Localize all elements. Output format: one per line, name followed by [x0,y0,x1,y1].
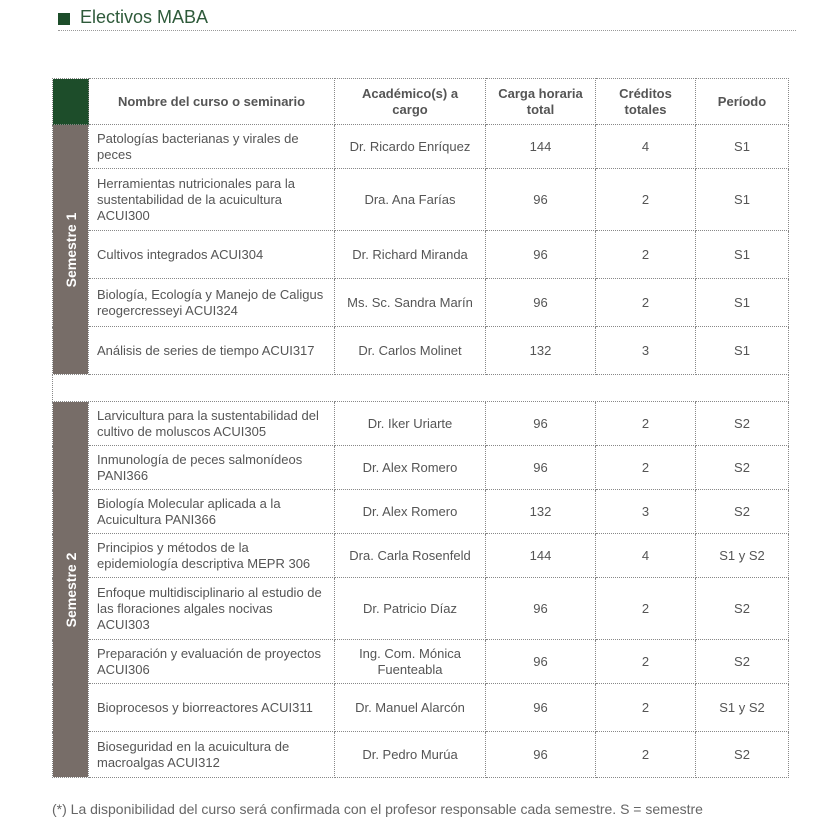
course-credits: 2 [596,578,696,640]
course-teacher: Ing. Com. Mónica Fuenteabla [335,640,486,684]
course-teacher: Dr. Iker Uriarte [335,402,486,446]
table-header-row [53,79,789,125]
table-row [53,125,789,169]
course-period: S1 [696,279,789,327]
course-hours: 96 [486,231,596,279]
separator-cell [53,375,789,402]
course-period: S1 y S2 [696,534,789,578]
course-period: S2 [696,640,789,684]
course-period: S2 [696,446,789,490]
course-hours: 144 [486,125,596,169]
course-period: S1 [696,327,789,375]
course-name: Inmunología de peces salmonídeos PANI366 [89,446,335,490]
course-name: Preparación y evaluación de proyectos ACUI306 [89,640,335,684]
course-period: S1 [696,231,789,279]
table-row [53,732,789,778]
course-hours: 96 [486,169,596,231]
semester-separator [53,375,789,402]
course-teacher: Dr. Richard Miranda [335,231,486,279]
course-credits: 2 [596,279,696,327]
course-hours: 132 [486,327,596,375]
course-credits: 3 [596,490,696,534]
course-teacher: Dra. Ana Farías [335,169,486,231]
table-row [53,279,789,327]
section-title [58,4,796,31]
course-period: S1 [696,125,789,169]
column-header-hours: Carga horaria total [486,79,596,125]
column-header-teacher: Académico(s) a cargo [335,79,486,125]
course-hours: 132 [486,490,596,534]
column-header-course: Nombre del curso o seminario [89,79,335,125]
course-period: S2 [696,732,789,778]
table-row [53,578,789,640]
course-teacher: Dr. Manuel Alarcón [335,684,486,732]
course-teacher: Dr. Pedro Murúa [335,732,486,778]
course-credits: 2 [596,640,696,684]
course-name: Bioprocesos y biorreactores ACUI311 [89,684,335,732]
course-hours: 96 [486,446,596,490]
course-hours: 144 [486,534,596,578]
table-row [53,402,789,446]
table-row [53,169,789,231]
table-row [53,446,789,490]
course-credits: 4 [596,534,696,578]
course-name: Biología Molecular aplicada a la Acuicultura PANI366 [89,490,335,534]
course-period: S1 y S2 [696,684,789,732]
header-corner [53,79,89,125]
course-name: Herramientas nutricionales para la sustentabilidad de la acuicultura ACUI300 [89,169,335,231]
table-row [53,490,789,534]
table-row [53,534,789,578]
course-credits: 4 [596,125,696,169]
course-teacher: Dr. Ricardo Enríquez [335,125,486,169]
course-name: Patologías bacterianas y virales de peces [89,125,335,169]
course-name: Cultivos integrados ACUI304 [89,231,335,279]
footnote: (*) La disponibilidad del curso será confirmada con el profesor responsable cada semestre. S = semestre [52,801,703,817]
table-row [53,231,789,279]
course-period: S2 [696,578,789,640]
table-row [53,640,789,684]
courses-table [52,78,789,778]
course-teacher: Dr. Alex Romero [335,446,486,490]
course-name: Bioseguridad en la acuicultura de macroalgas ACUI312 [89,732,335,778]
course-credits: 3 [596,327,696,375]
course-period: S2 [696,402,789,446]
course-name: Larvicultura para la sustentabilidad del cultivo de moluscos ACUI305 [89,402,335,446]
course-teacher: Dr. Patricio Díaz [335,578,486,640]
page-title: Electivos MABA [80,7,209,27]
title-square-icon [58,13,70,25]
course-hours: 96 [486,578,596,640]
course-hours: 96 [486,732,596,778]
semester-2-band [53,402,89,778]
table-row [53,684,789,732]
course-name: Análisis de series de tiempo ACUI317 [89,327,335,375]
course-teacher: Dra. Carla Rosenfeld [335,534,486,578]
course-credits: 2 [596,402,696,446]
semester-1-label: Semestre 1 [62,212,79,287]
course-credits: 2 [596,231,696,279]
column-header-credits: Créditos totales [596,79,696,125]
course-credits: 2 [596,732,696,778]
course-teacher: Dr. Carlos Molinet [335,327,486,375]
column-header-period: Período [696,79,789,125]
course-name: Biología, Ecología y Manejo de Caligus reogercresseyi ACUI324 [89,279,335,327]
course-teacher: Dr. Alex Romero [335,490,486,534]
course-credits: 2 [596,684,696,732]
table-row [53,327,789,375]
course-credits: 2 [596,446,696,490]
course-name: Principios y métodos de la epidemiología descriptiva MEPR 306 [89,534,335,578]
course-hours: 96 [486,640,596,684]
semester-2-label: Semestre 2 [62,552,79,627]
course-name: Enfoque multidisciplinario al estudio de las floraciones algales nocivas ACUI303 [89,578,335,640]
course-period: S2 [696,490,789,534]
course-period: S1 [696,169,789,231]
course-hours: 96 [486,684,596,732]
course-teacher: Ms. Sc. Sandra Marín [335,279,486,327]
course-hours: 96 [486,402,596,446]
semester-1-band [53,125,89,375]
course-credits: 2 [596,169,696,231]
course-hours: 96 [486,279,596,327]
